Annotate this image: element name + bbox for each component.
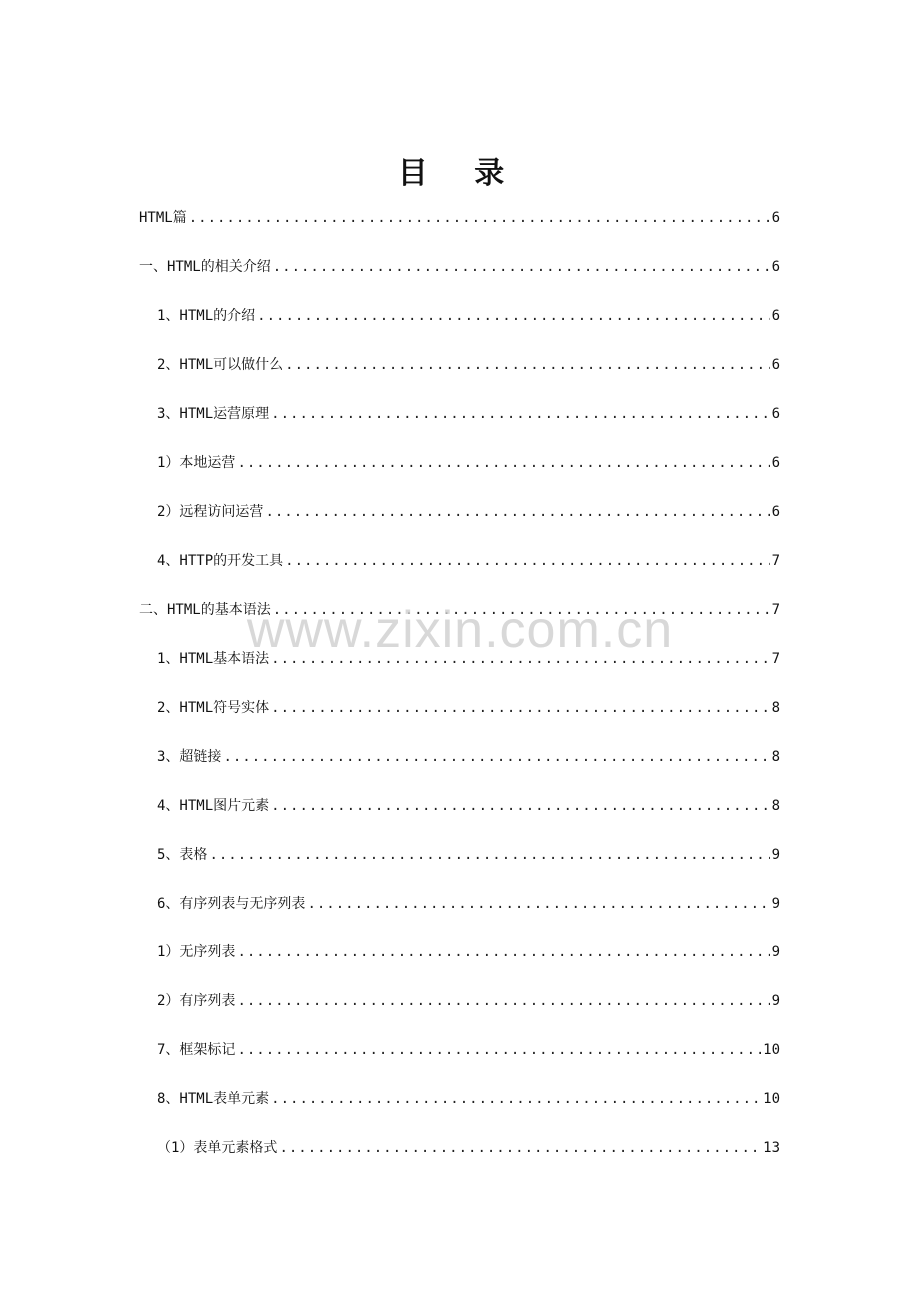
toc-entry-page: 9 xyxy=(771,944,780,960)
toc-dot-leader xyxy=(237,940,769,964)
toc-entry-label: 1）无序列表 xyxy=(157,944,236,960)
toc-entry-page: 8 xyxy=(771,749,780,765)
toc-dot-leader xyxy=(273,255,770,279)
toc-entry-page: 9 xyxy=(771,896,780,912)
toc-entry-label: 二、HTML的基本语法 xyxy=(139,602,271,618)
toc-entry[interactable] xyxy=(139,255,780,279)
toc-entry[interactable] xyxy=(157,304,780,328)
toc-entry[interactable] xyxy=(157,1087,780,1111)
toc-entry[interactable] xyxy=(157,451,780,475)
toc-entry-page: 7 xyxy=(771,553,780,569)
toc-entry-page: 6 xyxy=(771,406,780,422)
toc-entry[interactable] xyxy=(139,206,780,230)
toc-entry-page: 6 xyxy=(771,357,780,373)
toc-entry-page: 10 xyxy=(763,1042,780,1058)
toc-dot-leader xyxy=(189,206,770,230)
toc-entry[interactable] xyxy=(157,353,780,377)
toc-entry-label: 1）本地运营 xyxy=(157,455,236,471)
toc-entry-page: 8 xyxy=(771,798,780,814)
toc-entry[interactable] xyxy=(157,843,780,867)
toc-entry-label: 4、HTTP的开发工具 xyxy=(157,553,284,569)
toc-entry[interactable] xyxy=(157,696,780,720)
toc-entry[interactable] xyxy=(157,1038,780,1062)
toc-entry[interactable] xyxy=(157,500,780,524)
toc-entry-label: 8、HTML表单元素 xyxy=(157,1091,270,1107)
toc-dot-leader xyxy=(271,1087,761,1111)
toc-dot-leader xyxy=(257,304,769,328)
toc-entry-label: 一、HTML的相关介绍 xyxy=(139,259,271,275)
toc-dot-leader xyxy=(279,1136,761,1160)
toc-entry-label: 5、表格 xyxy=(157,847,208,863)
toc-dot-leader xyxy=(265,500,769,524)
toc-entry-label: 2、HTML可以做什么 xyxy=(157,357,284,373)
toc-dot-leader xyxy=(285,549,769,573)
toc-entry-label: 2）有序列表 xyxy=(157,993,236,1009)
toc-dot-leader xyxy=(223,745,769,769)
toc-dot-leader xyxy=(271,647,769,671)
toc-dot-leader xyxy=(271,402,769,426)
toc-entry[interactable] xyxy=(157,892,780,916)
toc-entry[interactable] xyxy=(139,598,780,622)
toc-entry-label: 3、超链接 xyxy=(157,749,222,765)
toc-entry-page: 6 xyxy=(771,308,780,324)
toc-entry-page: 6 xyxy=(771,504,780,520)
toc-entry-label: （1）表单元素格式 xyxy=(157,1140,278,1156)
page-title: 目 录 xyxy=(397,156,523,191)
toc-entry-label: 6、有序列表与无序列表 xyxy=(157,896,306,912)
toc-entry[interactable] xyxy=(157,402,780,426)
toc-entry-page: 6 xyxy=(771,259,780,275)
toc-entry-page: 9 xyxy=(771,993,780,1009)
toc-dot-leader xyxy=(237,989,769,1013)
toc-entry-label: 4、HTML图片元素 xyxy=(157,798,270,814)
toc-entry-page: 7 xyxy=(771,602,780,618)
watermark: www.zixin.com.cn xyxy=(246,601,674,659)
toc-entry[interactable] xyxy=(157,940,780,964)
toc-entry[interactable] xyxy=(157,549,780,573)
toc-entry-label: 1、HTML基本语法 xyxy=(157,651,270,667)
toc-dot-leader xyxy=(273,598,770,622)
toc-entry-page: 13 xyxy=(763,1140,780,1156)
toc-entry-page: 6 xyxy=(771,210,780,226)
toc-dot-leader xyxy=(209,843,769,867)
toc-entry-label: 2）远程访问运营 xyxy=(157,504,264,520)
toc-entry-label: 3、HTML运营原理 xyxy=(157,406,270,422)
toc-entry[interactable] xyxy=(157,989,780,1013)
toc-entry-label: 7、框架标记 xyxy=(157,1042,236,1058)
toc-entry-page: 9 xyxy=(771,847,780,863)
toc-entry-label: 2、HTML符号实体 xyxy=(157,700,270,716)
toc-dot-leader xyxy=(271,794,769,818)
toc-dot-leader xyxy=(237,451,769,475)
toc-dot-leader xyxy=(271,696,769,720)
toc-entry-page: 10 xyxy=(763,1091,780,1107)
toc-entry[interactable] xyxy=(157,745,780,769)
toc-entry[interactable] xyxy=(157,794,780,818)
toc-entry-page: 8 xyxy=(771,700,780,716)
toc-dot-leader xyxy=(307,892,769,916)
toc-entry-label: 1、HTML的介绍 xyxy=(157,308,256,324)
toc-dot-leader xyxy=(237,1038,761,1062)
toc-entry[interactable] xyxy=(157,647,780,671)
toc-entry-label: HTML篇 xyxy=(139,210,187,226)
toc-entry-page: 6 xyxy=(771,455,780,471)
toc-entry-page: 7 xyxy=(771,651,780,667)
toc-dot-leader xyxy=(285,353,769,377)
toc-entry[interactable] xyxy=(157,1136,780,1160)
